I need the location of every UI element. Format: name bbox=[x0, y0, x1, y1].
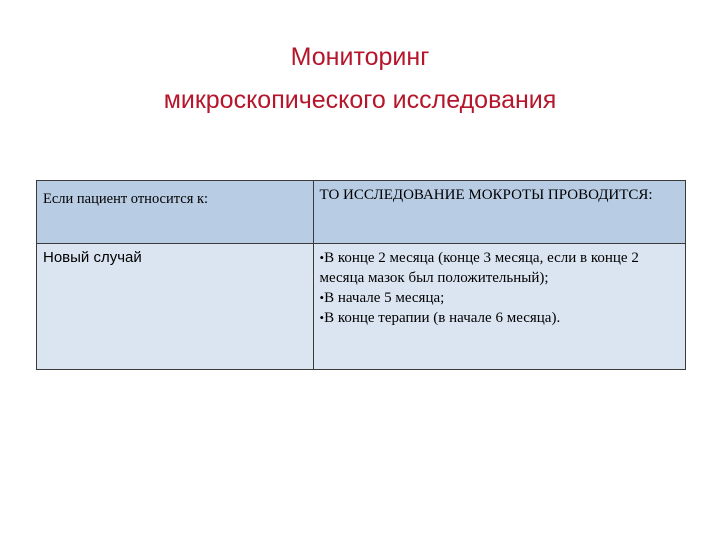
monitoring-table bbox=[36, 180, 686, 370]
slide-title-line-1: Мониторинг bbox=[290, 43, 430, 71]
list-item bbox=[320, 308, 680, 328]
slide-title-line-2: микроскопического исследования bbox=[163, 86, 557, 114]
header-cell-patient-type: Если пациент относится к: bbox=[37, 181, 314, 244]
case-label: Новый случай bbox=[43, 249, 142, 266]
list-item-text: В конце терапии (в начале 6 месяца). bbox=[324, 310, 561, 326]
timing-list bbox=[320, 248, 680, 328]
case-cell bbox=[37, 244, 314, 370]
list-item-text: В начале 5 месяца; bbox=[324, 290, 445, 306]
list-item bbox=[320, 248, 680, 288]
slide-title bbox=[0, 36, 720, 122]
header-cell-exam-timing: ТО ИССЛЕДОВАНИЕ МОКРОТЫ ПРОВОДИТСЯ: bbox=[313, 181, 686, 244]
bullet-icon: • bbox=[319, 250, 325, 265]
timing-cell bbox=[313, 244, 686, 370]
bullet-icon: • bbox=[319, 290, 325, 305]
list-item-text: В конце 2 месяца (конце 3 месяца, если в конце 2 месяца мазок был положительный); bbox=[319, 250, 639, 286]
table-row bbox=[37, 244, 686, 370]
bullet-icon: • bbox=[319, 310, 325, 325]
list-item bbox=[320, 288, 680, 308]
table-header-row bbox=[37, 181, 686, 244]
